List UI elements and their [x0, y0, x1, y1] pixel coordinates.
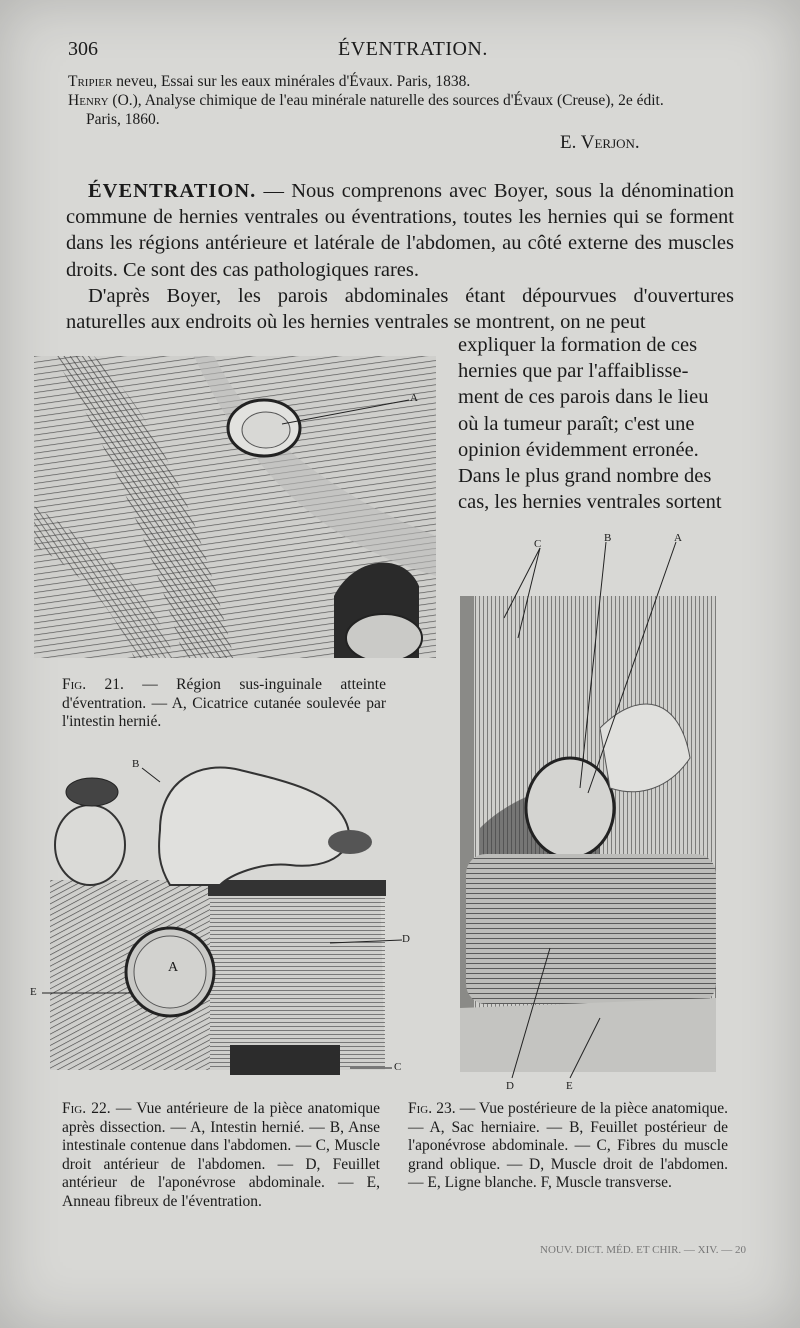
figure-22-label-a: A — [168, 960, 179, 975]
reference-text: (O.), Analyse chimique de l'eau minérale naturelle des sources d'Évaux (Creuse), 2e édit. — [108, 92, 664, 109]
page-number: 306 — [68, 38, 98, 60]
reference-author: Tripier — [68, 73, 113, 90]
figure-21-caption — [62, 676, 386, 732]
paragraph-1-text: — Nous comprenons avec Boyer, sous la dénomination commune de hernies ventrales ou éventrations, toutes les hernies qui se forment dans les régions antérieure et latérale de l'abdomen, au côté externe des muscles droits. Ce sont des cas pathologiques rares. — [66, 180, 734, 281]
figure-23-label-d: D — [506, 1080, 514, 1092]
text-line: ment de ces parois dans le lieu — [458, 386, 709, 409]
figure-22-number: Fig. 22. — [62, 1100, 111, 1117]
text-line: expliquer la formation de ces — [458, 334, 698, 356]
headword: ÉVENTRATION. — [88, 180, 257, 202]
figure-22-caption-text: — Vue antérieure de la pièce anatomique après dissection. — A, Intestin hernié. — B, Anse intestinale contenue dans l'abdomen. — C, Muscle droit antérieur de l'abdomen. — D, Feuillet antérieur de l'aponévrose abdominale. — E, Anneau fibreux de l'éventration. — [62, 1100, 380, 1210]
reference-2-continuation: Paris, 1860. — [86, 111, 160, 128]
figure-21-engraving — [34, 356, 436, 658]
figure-23-caption-text: — Vue postérieure de la pièce anatomique. — A, Sac herniaire. — B, Feuillet postérieur de l'aponévrose abdominale. — C, Fibres du muscle grand oblique. — D, Muscle droit de l'abdomen. — E, Ligne blanche. F, Muscle transverse. — [408, 1100, 728, 1191]
page-footer: NOUV. DICT. MÉD. ET CHIR. — XIV. — 20 — [540, 1244, 747, 1256]
figure-22-label-d: D — [402, 933, 410, 945]
text-line: cas, les hernies ventrales sortent — [458, 491, 722, 514]
figure-23-label-a: A — [674, 532, 682, 544]
reference-text: neveu, Essai sur les eaux minérales d'Évaux. Paris, 1838. — [112, 73, 471, 90]
figure-23-caption — [408, 1100, 728, 1193]
reference-author: Henry — [68, 92, 109, 109]
right-column-text — [458, 332, 736, 515]
running-title: ÉVENTRATION. — [338, 38, 488, 60]
figure-22-label-b: B — [132, 758, 140, 770]
reference-1 — [68, 72, 748, 91]
figure-23-engraving — [440, 528, 730, 1096]
paragraph-2: D'après Boyer, les parois abdominales étant dépourvues d'ouvertures naturelles aux endroits où les hernies ventrales se montrent, on ne peut — [66, 284, 734, 334]
figure-22-label-c: C — [394, 1061, 402, 1073]
paragraph-1 — [66, 178, 734, 283]
text-line: opinion évidemment erronée. — [458, 438, 699, 461]
figure-23-label-b: B — [604, 532, 612, 544]
figure-21-number: Fig. 21. — [62, 676, 124, 693]
figure-21-label-a: A — [410, 392, 418, 404]
figure-23-label-e: E — [566, 1080, 573, 1092]
text-line: Dans le plus grand nombre des — [458, 465, 712, 488]
text-line: hernies que par l'affaiblisse- — [458, 360, 689, 383]
figure-22-engraving — [30, 750, 412, 1080]
reference-2 — [68, 91, 748, 110]
article-body — [66, 178, 734, 335]
figure-23-label-c: C — [534, 538, 542, 550]
figure-23-number: Fig. 23. — [408, 1100, 456, 1117]
text-line: où la tumeur paraît; c'est une — [458, 412, 695, 435]
figure-22-label-e: E — [30, 986, 37, 998]
references — [68, 72, 748, 129]
article-author: E. Verjon. — [560, 132, 640, 153]
figure-21-caption-text: — Région sus-inguinale atteinte d'éventration. — A, Cicatrice cutanée soulevée par l'intestin hernié. — [62, 676, 386, 730]
figure-22-caption — [62, 1100, 380, 1211]
